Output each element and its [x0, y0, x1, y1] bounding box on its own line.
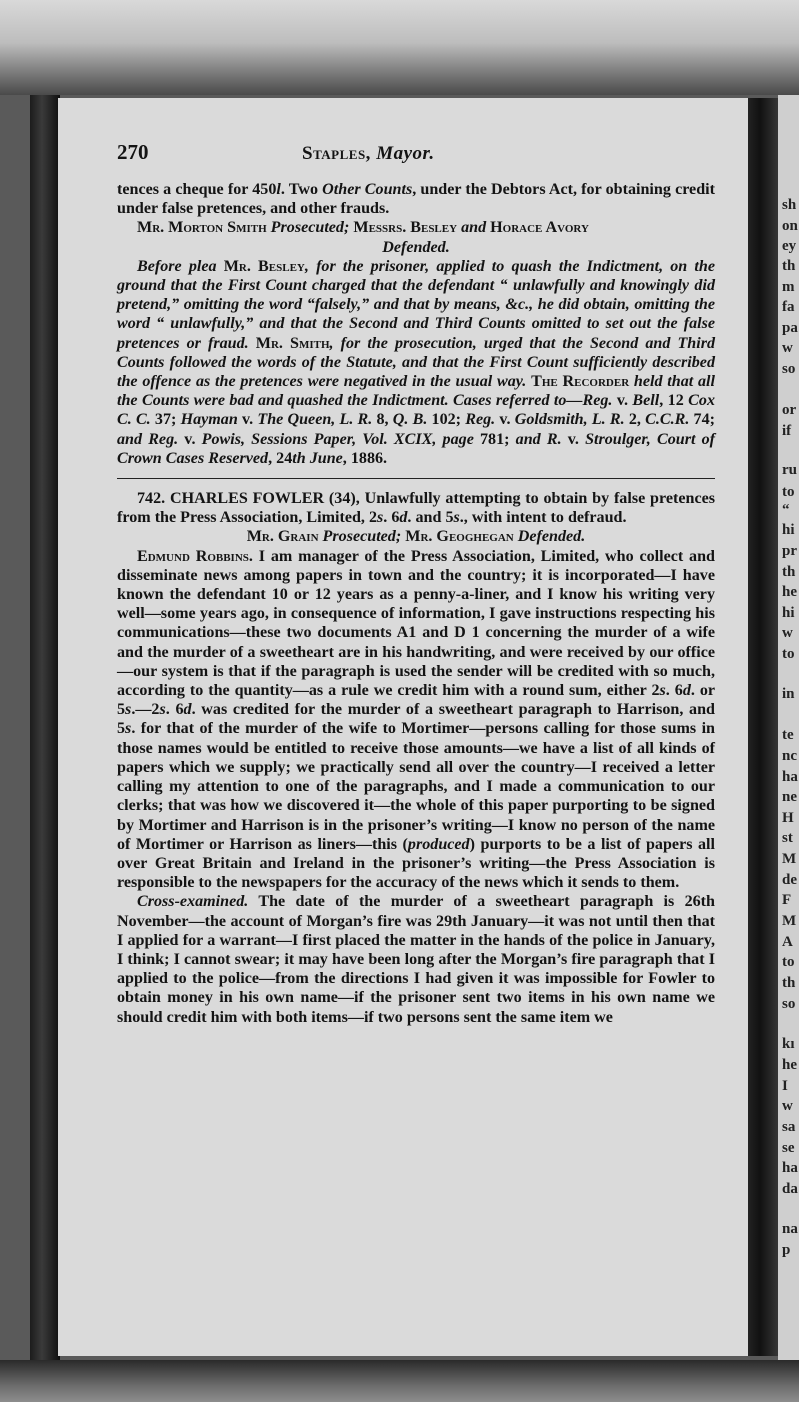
text-run: Prosecuted;	[318, 528, 406, 546]
scan-bottom-margin	[0, 1360, 799, 1402]
text-run: Q. B.	[392, 411, 428, 429]
fragment-line: w	[782, 1098, 793, 1114]
prev-case-argument	[117, 257, 715, 468]
text-run: Bell	[632, 392, 660, 410]
text-run: Before plea	[137, 257, 224, 275]
text-run: v.	[495, 411, 515, 429]
prev-case-counsel	[117, 218, 715, 237]
fragment-line: th	[782, 975, 796, 991]
case-divider	[117, 478, 715, 479]
running-head-name: Staples,	[302, 143, 371, 164]
fragment-line: M	[782, 851, 797, 867]
fragment-line: so	[782, 361, 796, 377]
text-run: , for the prisoner, applied to quash the Indictment, on the ground that the First Count charged that the defendant “ unlawfully and knowingly did pretend,” omitting the word “falsely,” and that by means, &c., he did obtain, omitting the word “ unlawfully,” and that the Second and Third Counts omitted to set out the false pretences or fraud.	[117, 257, 715, 352]
text-run: ., with intent to defraud.	[459, 509, 627, 527]
text-run: v.	[237, 411, 258, 429]
text-run: Goldsmith, L. R.	[514, 411, 625, 429]
text-run: v.	[178, 430, 202, 448]
text-run: Edmund Robbins	[137, 547, 249, 565]
text-run: Messrs. Besley	[353, 219, 458, 237]
fragment-line: ne	[782, 789, 797, 805]
text-run: Reg.	[465, 411, 496, 429]
fragment-line: if	[782, 423, 792, 439]
text-run: , for the prosecution, urged that the Second and Third Counts followed the words of the Statute, and that the First Count sufficiently described the offence as the pretences were negatived in the usual way.	[117, 334, 716, 391]
text-run: . 6	[383, 509, 400, 527]
text-run: Powis, Sessions Paper, Vol. XCIX, page	[201, 430, 474, 448]
fragment-line: w	[782, 625, 793, 641]
text-run: produced	[407, 835, 470, 853]
fragment-line: pr	[782, 543, 797, 559]
fragment-line: th	[782, 564, 796, 580]
running-head	[302, 143, 435, 165]
fragment-line: nc	[782, 748, 797, 764]
fragment-line: te	[782, 727, 794, 743]
text-run: Cross-examined.	[137, 893, 249, 911]
fragment-line: st	[782, 830, 793, 846]
cross-examination	[117, 892, 715, 1026]
text-run: Hayman	[180, 411, 238, 429]
text-run: s	[125, 701, 132, 719]
fragment-line: to	[782, 484, 795, 500]
fragment-line: ha	[782, 769, 798, 785]
book-spine	[30, 95, 60, 1360]
fragment-line: to	[782, 646, 795, 662]
fragment-line: ha	[782, 1160, 798, 1176]
fragment-line: on	[782, 218, 798, 234]
page-content	[117, 140, 715, 1027]
text-run: The Recorder	[531, 373, 630, 391]
fragment-line: da	[782, 1181, 798, 1197]
text-run: . or 5	[117, 682, 716, 719]
text-run: 742. CHARLES FOWLER	[137, 490, 325, 508]
text-run: . for that of the murder of the wife to Mortimer—persons calling for those sums in those names would be entitled to receive those amounts—we have a list of all kinds of papers which we supply; we practically send all over the country—I received a letter calling my attention to one of the paragraphs, and I made a communication to our clerks; that was how we discovered it—the whole of this paper purporting to be signed by Mortimer and Harrison is in the prisoner’s writing—I know no person of the name of Mortimer or Harrison as liners—this (	[117, 720, 715, 853]
text-run: Cox C. C.	[117, 392, 715, 429]
fragment-line: he	[782, 1057, 797, 1073]
fragment-line: M	[782, 913, 797, 929]
scan-top-margin	[0, 0, 799, 95]
fragment-line: hi	[782, 522, 795, 538]
text-run: . 6	[165, 701, 184, 719]
page-header	[117, 140, 715, 180]
text-run: . 6	[665, 682, 683, 700]
fragment-line: so	[782, 996, 796, 1012]
fragment-line: “	[782, 502, 790, 518]
text-run: s	[125, 720, 132, 738]
text-run: , 1886.	[342, 449, 388, 467]
text-run: 102;	[427, 411, 466, 429]
facing-page-edge	[778, 95, 799, 1360]
text-run: Mr. Grain	[246, 528, 319, 546]
text-run: ) purports to be a list of papers all over Great Britain and Ireland in the prisoner’s writing—the Press Association is responsible to the newspapers for the accuracy of the news which it sends to them.	[117, 835, 715, 892]
text-run: Mr. Geoghegan	[405, 528, 514, 546]
fragment-line: A	[782, 934, 793, 950]
text-run: C.C.R.	[645, 411, 690, 429]
fragment-line: sa	[782, 1119, 796, 1135]
text-run: 37;	[150, 411, 181, 429]
text-run: . was credited for the murder of a sweetheart paragraph to Harrison, and 5	[117, 701, 716, 738]
fragment-line: w	[782, 340, 793, 356]
text-run: Mr. Morton Smith	[137, 219, 267, 237]
text-run: d	[399, 509, 408, 527]
text-run: 2,	[624, 411, 646, 429]
prev-case-defended: Defended.	[382, 238, 450, 256]
text-run: 74;	[689, 411, 716, 429]
prev-case-charge	[117, 180, 715, 218]
fragment-line: to	[782, 954, 795, 970]
text-run: Mr. Smith	[255, 334, 330, 352]
fragment-line: H	[782, 810, 794, 826]
text-run: v.	[612, 392, 633, 410]
text-run: s	[453, 509, 460, 527]
text-run: Stroulger, Court of Crown Cases Reserved	[117, 430, 715, 467]
text-run: and Reg.	[117, 430, 179, 448]
fragment-line: se	[782, 1140, 795, 1156]
text-run: 8,	[372, 411, 393, 429]
text-run: s	[377, 509, 384, 527]
text-run: The Queen, L. R.	[257, 411, 373, 429]
fragment-line: pa	[782, 320, 798, 336]
text-run: Mr. Besley	[223, 257, 305, 275]
fragment-line: th	[782, 258, 796, 274]
fragment-line: fa	[782, 299, 795, 315]
text-run: Defended.	[513, 528, 586, 546]
text-run: Prosecuted;	[266, 219, 354, 237]
fragment-line: ey	[782, 238, 797, 254]
text-run: Horace Avory	[490, 219, 589, 237]
fragment-line: de	[782, 872, 797, 888]
text-run: v.	[561, 430, 586, 448]
running-head-title: Mayor.	[376, 143, 435, 164]
fragment-line: sh	[782, 197, 797, 213]
case-742-counsel	[117, 527, 715, 546]
text-run: .—2	[131, 701, 160, 719]
fragment-line: I	[782, 1078, 788, 1094]
fragment-line: na	[782, 1221, 798, 1237]
fragment-line: in	[782, 686, 795, 702]
text-run: d	[682, 682, 691, 700]
text-run: . Two	[280, 181, 323, 198]
text-run: and	[457, 219, 491, 237]
text-run: Other Counts	[322, 181, 413, 198]
fragment-line: m	[782, 279, 795, 295]
text-run: d	[183, 701, 192, 719]
text-run: th June	[292, 449, 343, 467]
text-run: held that all the Counts were bad and quashed the Indictment. Cases referred to—Reg.	[117, 373, 715, 410]
fragment-line: ru	[782, 462, 797, 478]
fragment-line: kı	[782, 1036, 795, 1052]
text-run: tences a cheque for 450	[117, 181, 277, 198]
text-run: , 12	[659, 392, 689, 410]
text-run: . and 5	[407, 509, 454, 527]
text-run: The date of the murder of a sweetheart paragraph is 26th November—the account of Morgan’s fire was 29th January—it was not until then that I applied for a warrant—I first placed the matter in the hands of the police in January, I think; I cannot swear; it may have been long after the Morgan’s fire paragraph that I applied to the police—from the directions I had given it was impossible for Fowler to obtain money in his own name—if the prisoner sent two items in his own name we should credit him with both items—if two persons sent the same item we	[117, 893, 715, 1026]
case-742-charge	[117, 489, 715, 527]
text-run: 781;	[473, 430, 516, 448]
fragment-line: p	[782, 1242, 791, 1258]
fragment-line: or	[782, 402, 797, 418]
text-run: l	[276, 181, 281, 198]
text-run: . I am manager of the Press Association, Limited, who collect and disseminate news among papers in town and the country; it is incorporated—I have known the defendant 10 or 12 years as a penny-a-liner, and I know his writing very well—some years ago, in consequence of information, I gave instructions respecting his communications—these two documents A1 and D 1 concerning the murder of a wife and the murder of a sweetheart are in his handwriting, and were received by our office—our system is that if the paragraph is used the sender will be credited with so much, according to the quantity—as a rule we credit him with a round sum, either 2	[117, 547, 715, 700]
fragment-line: F	[782, 892, 792, 908]
text-run: , under the Debtors Act, for obtaining credit under false pretences, and other frauds.	[117, 181, 715, 218]
text-run: , 24	[268, 449, 293, 467]
text-run: (34), Unlawfully attempting to obtain by false pretences from the Press Association, Limited, 2	[117, 490, 715, 527]
text-run: s	[659, 682, 666, 700]
book-page	[58, 98, 748, 1356]
text-run: and R.	[515, 430, 562, 448]
fragment-line: he	[782, 584, 797, 600]
witness-testimony	[117, 547, 715, 893]
page-number: 270	[117, 140, 149, 164]
fragment-line: hi	[782, 605, 795, 621]
text-run: s	[159, 701, 166, 719]
